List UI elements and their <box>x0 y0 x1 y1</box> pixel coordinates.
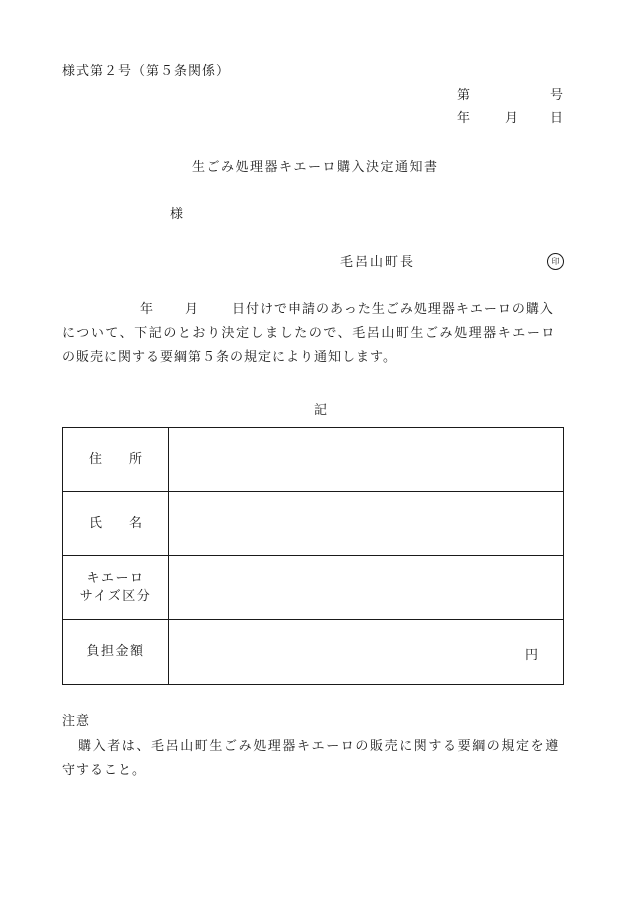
note-line-2: 守すること。 <box>62 763 147 778</box>
issuer-name: 毛呂山町長 <box>340 255 416 270</box>
address-label: 住所 <box>88 451 169 467</box>
body-year-label: 年 <box>140 302 155 317</box>
address-label-cell <box>63 428 169 491</box>
info-table <box>62 427 564 685</box>
date-day-label: 日 <box>550 111 565 126</box>
amount-label: 負担金額 <box>86 644 145 659</box>
body-line-1 <box>62 302 582 318</box>
table-row-amount <box>63 620 563 684</box>
form-number: 様式第２号（第５条関係） <box>62 64 231 79</box>
size-label-line-2: サイズ区分 <box>79 588 152 604</box>
note-line-1: 購入者は、毛呂山町生ごみ処理器キエーロの販売に関する要綱の規定を遵 <box>78 739 560 754</box>
size-label-line-1: キエーロ <box>86 570 145 586</box>
note-title: 注意 <box>62 714 91 729</box>
table-row-address <box>63 428 563 492</box>
name-value-cell[interactable] <box>169 492 563 555</box>
ki-heading: 記 <box>314 403 329 418</box>
body-line-2: について、下記のとおり決定しましたので、毛呂山町生ごみ処理器キエーロ <box>62 326 556 341</box>
document-title: 生ごみ処理器キエーロ購入決定通知書 <box>192 160 439 175</box>
date-year-label: 年 <box>457 111 472 126</box>
amount-label-cell <box>63 620 169 684</box>
amount-unit: 円 <box>525 648 539 663</box>
body-line-1-text: 日付けで申請のあった生ごみ処理器キエーロの購入 <box>232 302 554 317</box>
document-number-suffix: 号 <box>550 88 565 103</box>
address-value-cell[interactable] <box>169 428 563 491</box>
name-label-cell <box>63 492 169 555</box>
size-value-cell[interactable] <box>169 556 563 619</box>
date-month-label: 月 <box>505 111 520 126</box>
amount-value-cell[interactable] <box>169 620 563 684</box>
seal-mark: 印 <box>547 253 564 270</box>
addressee-honorific: 様 <box>170 207 185 222</box>
table-row-size <box>63 556 563 620</box>
size-label-cell <box>63 556 169 619</box>
table-row-name <box>63 492 563 556</box>
body-month-label: 月 <box>185 302 200 317</box>
body-line-3: の販売に関する要綱第５条の規定により通知します。 <box>62 350 397 365</box>
document-number-prefix: 第 <box>457 88 472 103</box>
name-label: 氏名 <box>88 515 169 531</box>
